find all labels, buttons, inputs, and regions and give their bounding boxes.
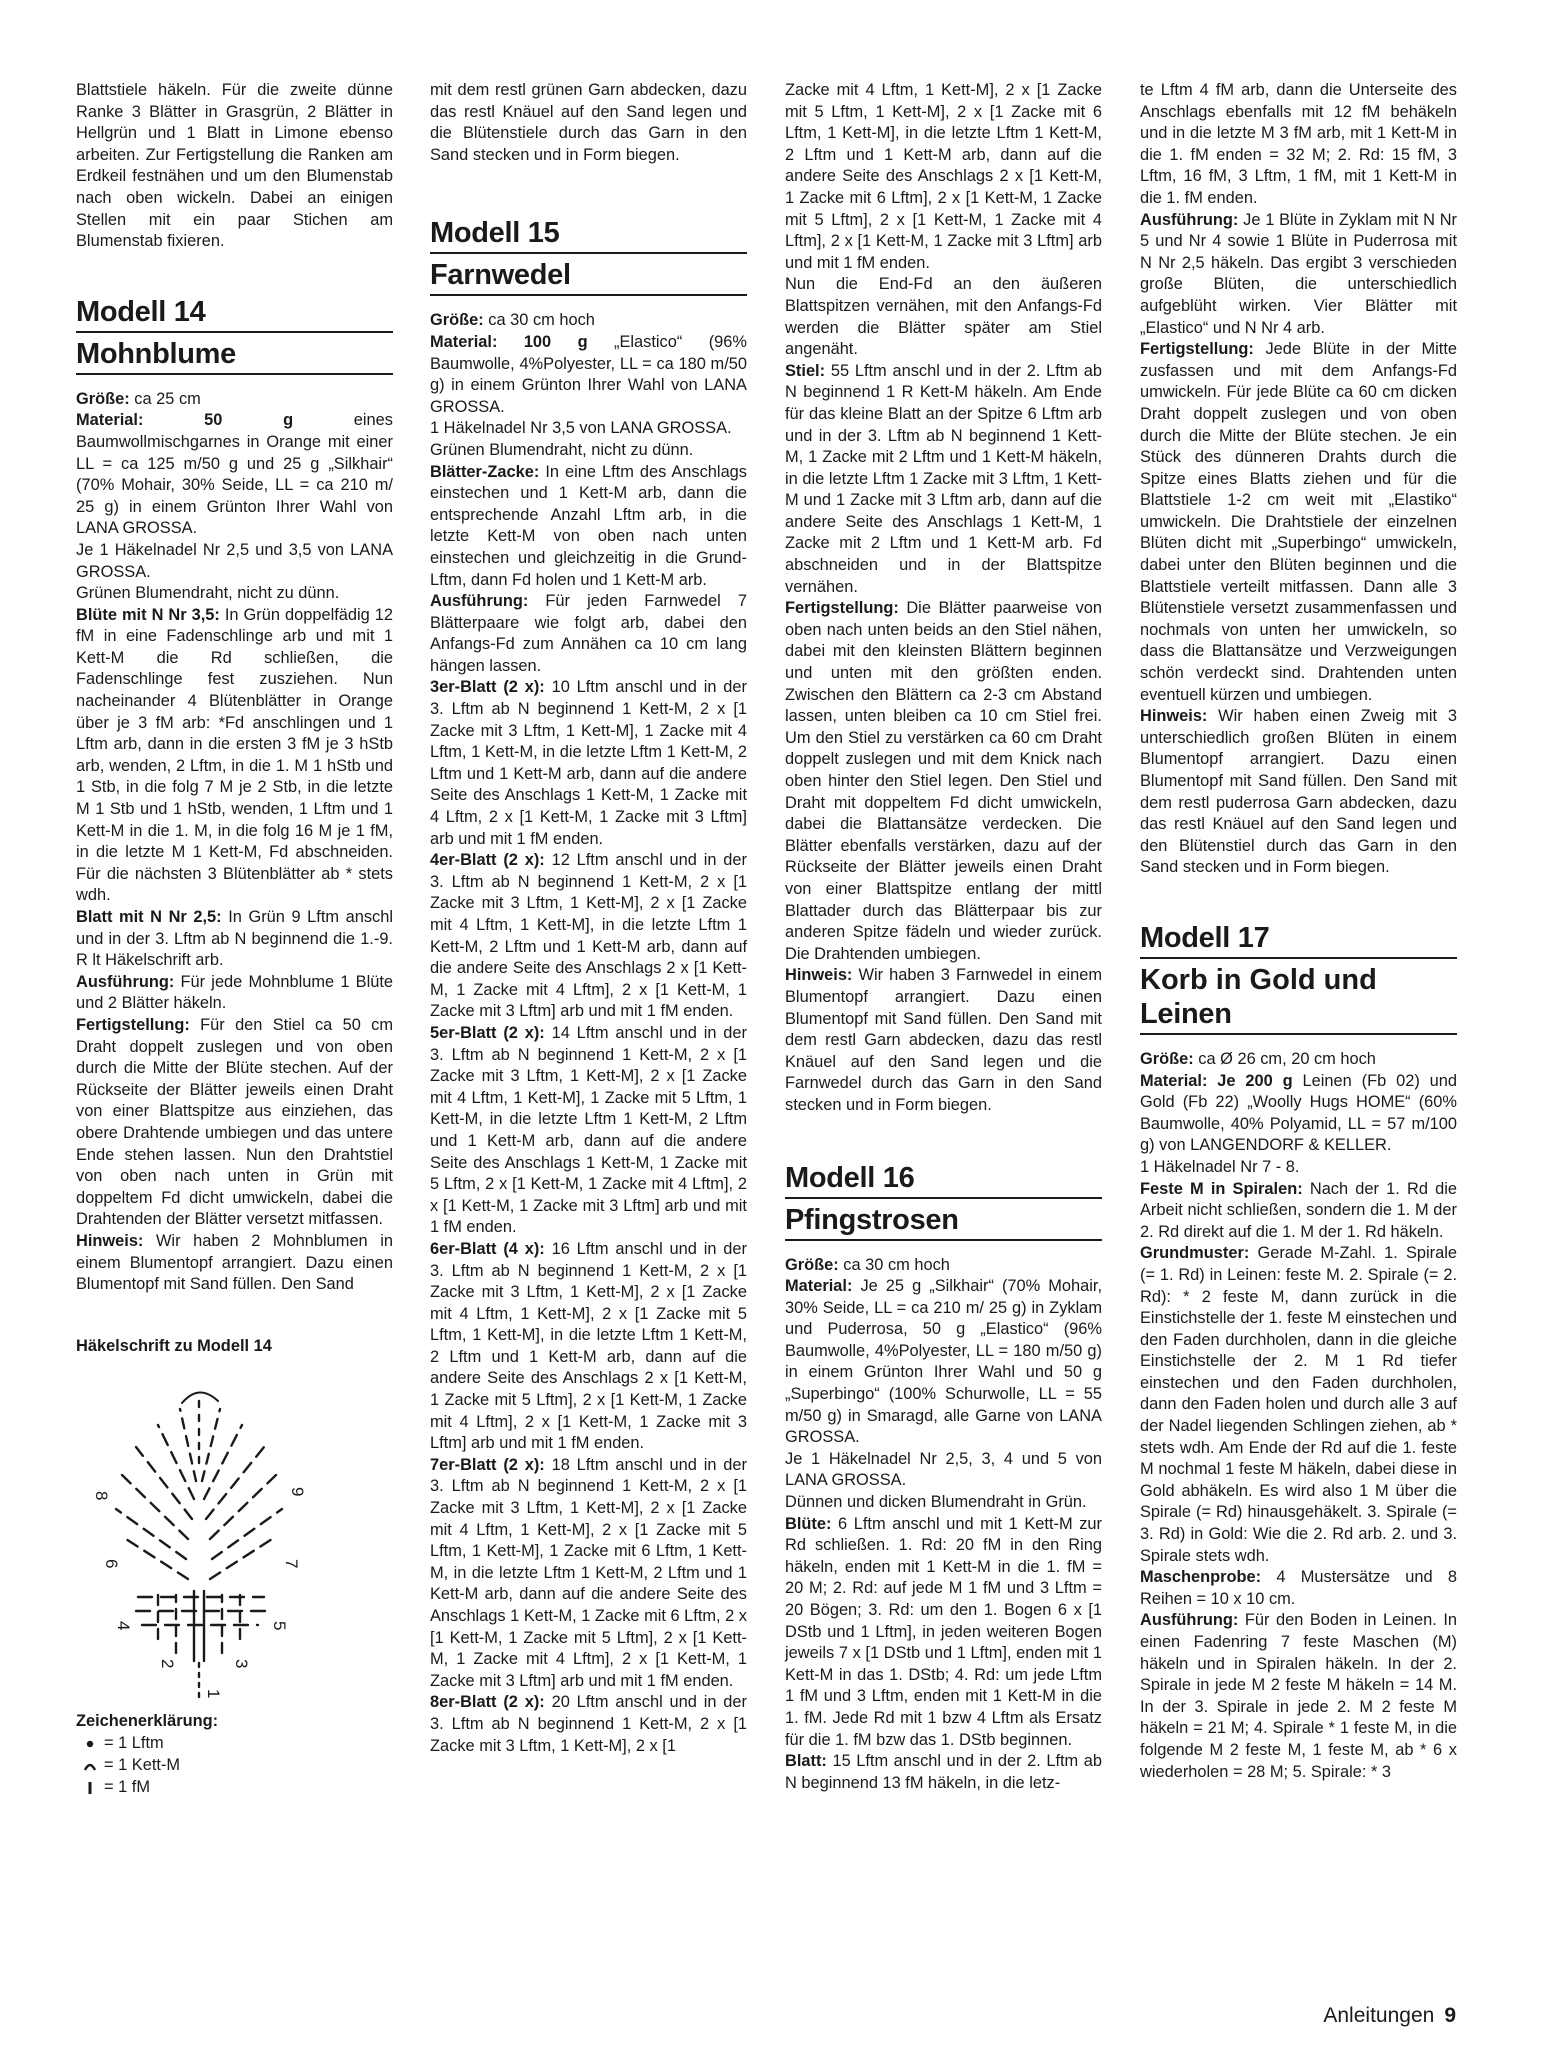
paragraph: 6er-Blatt (4 x): 16 Lftm anschl und in der 3. Lftm ab N beginnend 1 Kett-M, 2 x [1 Zacke mit 3 Lftm, 1 Kett-M], 2 x [1 Zacke mit 4 Lftm, 1 Kett-M], 2 x [1 Zacke mit 5 Lftm, 1 Kett-M], in die letzte Lftm 1 Kett-M, 2 Lftm und 1 Kett-M arb, dann auf die andere Seite des Anschlags 2 x [1 Kett-M, 1 Zacke mit 5 Lftm], 2 x [1 Kett-M, 1 Zacke mit 4 Lftm], 2 x [1 Kett-M, 1 Zacke mit 3 Lftm] arb und mit 1 fM enden. <box>430 1239 747 1453</box>
legend-label: = 1 Kett-M <box>104 1756 181 1775</box>
row-number: 8 <box>92 1491 111 1501</box>
paragraph: Größe: ca Ø 26 cm, 20 cm hoch <box>1140 1049 1376 1068</box>
paragraph: Blüte: 6 Lftm anschl und mit 1 Kett-M zur Rd schließen. 1. Rd: 20 fM in den Ring häkeln, enden mit 1 Kett-M in die 1. fM = 20 M; 2. Rd: auf jede M 1 fM und 3 Lftm = 20 Bögen; 3. Rd: um den 1. Bogen 6 x [1 DStb und 1 Lftm], in jeden weiteren Bogen jeweils 7 x [1 DStb und 1 Lftm], enden mit 1 Kett-M in das 1. DStb; 4. Rd: um jede Lftm 1 fM und 3 Lftm, enden mit 1 Kett-M in die 1. fM. Jede Rd mit 1 bzw 4 Lftm als Ersatz für die 1. fM bzw das 1. DStb beginnen. <box>785 1514 1102 1749</box>
model-17-body <box>1140 1049 1457 1783</box>
paragraph: Material: Je 25 g „Silkhair“ (70% Mohair, 30% Seide, LL = ca 210 m/ 25 g) in Zyklam und Puderrosa, 50 g „Elastico“ (96% Baumwolle, 4%Polyester, LL = 180 m/50 g) in einem Grünton Ihrer Wahl und 50 g „Superbingo“ (100% Schurwolle, LL = 55 m/50 g) in Smaragd, alle Garne von LANA GROSSA. <box>785 1277 1102 1447</box>
row-number: 9 <box>288 1487 307 1497</box>
paragraph: Blüte mit N Nr 3,5: In Grün doppelfädig 12 fM in eine Fadenschlinge arb und mit 1 Kett-M die Rd schließen, die Fadenschlinge fest zusziehen. Nun nacheinander 4 Blütenblätter in Orange über je 3 fM arb: *Fd anschlingen und 1 Lftm arb, dann in die ersten 3 fM je 3 hStb arb, wenden, 2 Lftm, in die 1. M 1 hStb und 1 Stb, in die folg 7 M je 2 Stb, in die letzte M 1 Stb und 1 hStb, wenden, 1 Lftm und 1 Kett-M in die 1. M, in die folg 16 M je 1 fM, in die letzte M 1 Kett-M, Fd abschneiden. Für die nächsten 3 Blütenblätter ab * stets wdh. <box>76 605 393 905</box>
column-1 <box>76 80 393 1799</box>
paragraph: Je 1 Häkelnadel Nr 2,5, 3, 4 und 5 von LANA GROSSA. <box>785 1449 1102 1490</box>
paragraph: 5er-Blatt (2 x): 14 Lftm anschl und in der 3. Lftm ab N beginnend 1 Kett-M, 2 x [1 Zacke mit 3 Lftm, 1 Kett-M], 2 x [1 Zacke mit 4 Lftm, 1 Kett-M], 1 Zacke mit 5 Lftm, 1 Kett-M, in die letzte Lftm 1 Kett-M, 2 Lftm und 1 Kett-M arb, dann auf die andere Seite des Anschlags 1 Kett-M, 1 Zacke mit 5 Lftm, 2 x [1 Kett-M, 1 Zacke mit 4 Lftm], 2 x [1 Kett-M, 1 Zacke mit 3 Lftm] arb und mit 1 fM enden. <box>430 1023 747 1237</box>
model-14-heading <box>76 295 393 375</box>
paragraph: Zacke mit 4 Lftm, 1 Kett-M], 2 x [1 Zacke mit 5 Lftm, 1 Kett-M], 2 x [1 Zacke mit 6 Lftm, 1 Kett-M], in die letzte Lftm 1 Kett-M, 2 Lftm und 1 Kett-M arb, dann auf die andere Seite des Anschlags 2 x [1 Kett-M, 1 Zacke mit 6 Lftm], 2 x [1 Kett-M, 1 Zacke mit 5 Lftm], 2 x [1 Kett-M, 1 Zacke mit 4 Lftm], 2 x [1 Kett-M, 1 Zacke mit 3 Lftm] arb und mit 1 fM enden. <box>785 81 1102 272</box>
slip-stitch-icon <box>76 1760 104 1772</box>
model-15-heading <box>430 216 747 296</box>
model-16-title: Pfingstrosen <box>785 1203 1102 1241</box>
page-number: 9 <box>1444 2004 1456 2027</box>
paragraph: 8er-Blatt (2 x): 20 Lftm anschl und in der 3. Lftm ab N beginnend 1 Kett-M, 2 x [1 Zacke mit 3 Lftm, 1 Kett-M], 2 x [1 <box>430 1693 747 1755</box>
paragraph: Grünen Blumendraht, nicht zu dünn. <box>430 440 694 459</box>
paragraph: Fertigstellung: Die Blätter paarweise von oben nach unten beids an den Stiel nähen, dabei mit den kleinsten Blättern beginnen und unten mit den größten enden. Zwischen den Blättern ca 2-3 cm Abstand lassen, unten bleiben ca 10 cm Stiel frei. Um den Stiel zu verstärken ca 60 cm Draht doppelt zuslegen und mit dem Knick nach oben hinter den Stiel legen. Den Stiel und Draht mit doppeltem Fd dicht umwickeln, dabei die Blattansätze verdecken. Die Blätter ebenfalls verstärken, dazu auf der Rückseite der Blätter jeweils einen Draht von einer Blattspitze entlang der mittl Blattader durch das Blätterpaar bis zur anderen Spitze fädeln und wieder zurück. Die Drahtenden umbiegen. <box>785 599 1102 963</box>
paragraph: 7er-Blatt (2 x): 18 Lftm anschl und in der 3. Lftm ab N beginnend 1 Kett-M, 2 x [1 Zacke mit 3 Lftm, 1 Kett-M], 2 x [1 Zacke mit 4 Lftm, 1 Kett-M], 2 x [1 Zacke mit 5 Lftm, 1 Kett-M], 1 Zacke mit 6 Lftm, 1 Kett-M, in die letzte Lftm 1 Kett-M, 2 Lftm und 1 Kett-M arb, dann auf die andere Seite des Anschlags 1 Kett-M, 1 Zacke mit 6 Lftm, 2 x [1 Kett-M, 1 Zacke mit 5 Lftm], 2 x [1 Kett-M, 1 Zacke mit 4 Lftm], 2 x [1 Kett-M, 1 Zacke mit 3 Lftm] arb und mit 1 fM enden. <box>430 1455 748 1690</box>
row-number: 7 <box>282 1559 301 1569</box>
row-number: 3 <box>232 1659 251 1669</box>
page-footer <box>1323 2004 1456 2028</box>
legend-label: = 1 Lftm <box>104 1734 164 1753</box>
legend-label: = 1 fM <box>104 1778 151 1797</box>
row-number: 2 <box>158 1659 177 1669</box>
paragraph: Stiel: 55 Lftm anschl und in der 2. Lftm ab N beginnend 1 R Kett-M häkeln. Am Ende für das kleine Blatt an der Spitze 6 Lftm arb und in der 3. Lftm ab N beginnend 1 Kett-M, 1 Zacke mit 2 Lftm und 1 Kett-M häkeln, in die letzte Lftm 1 Zacke mit 3 Lftm, 1 Kett-M und 1 Zacke mit 3 Lftm arb, dann auf die andere Seite des Anschlags 1 Kett-M, 1 Zacke mit 2 Lftm und 1 Kett-M arb. Fd abschneiden und in der Blattspitze vernähen. <box>785 361 1102 596</box>
model-16-number: Modell 16 <box>785 1161 1102 1199</box>
paragraph: Ausführung: Für jeden Farnwedel 7 Blätterpaare wie folgt arb, dabei den Anfangs-Fd zum Annähen ca 10 cm lang hängen lassen. <box>430 592 747 675</box>
legend-item <box>76 1777 393 1799</box>
paragraph: Blätter-Zacke: In eine Lftm des Anschlags einstechen und 1 Kett-M arb, dann die entsprechende Anzahl Lftm arb, in die letzte Kett-M von oben nach unten einstechen und gleichzeitig in die Grund-Lftm, dann Fd holen und 1 Kett-M arb. <box>430 462 747 589</box>
paragraph: Material: Je 200 g Leinen (Fb 02) und Gold (Fb 22) „Woolly Hugs HOME“ (60% Baumwolle, 40% Polyamid, LL = 57 m/100 g) von LANGENDORF & KELLER. <box>1140 1071 1458 1155</box>
paragraph: Dünnen und dicken Blumendraht in Grün. <box>785 1493 1087 1512</box>
diagram-title: Häkelschrift zu Modell 14 <box>76 1336 272 1355</box>
model-16-heading <box>785 1161 1102 1241</box>
paragraph: Fertigstellung: Jede Blüte in der Mitte zusfassen und mit dem Anfangs-Fd umwickeln. Für jede Blüte ca 60 cm dicken Draht doppelt zuslegen und von oben durch die Mitte der Blüte stechen. Je ein Stück des dünneren Drahts durch die Spitze eines Blatts ziehen und für die Blattstiele 1-2 cm weit mit „Elastiko“ umwickeln. Die Drahtstiele der einzelnen Blüten dicht mit „Superbingo“ umwickeln, dabei unter den Blüten beginnen und die Blattstiele verteilt mitfassen. Dann alle 3 Blütenstiele versetzt zusammenfassen und nochmals von unten her umwickeln, so dass die Blattansätze und Verzweigungen schön verdeckt sind. Drahtenden unten eventuell kürzen und umbiegen. <box>1140 340 1457 704</box>
model-17-title: Korb in Gold und <box>1140 963 1377 996</box>
column-4 <box>1140 80 1457 1783</box>
paragraph: te Lftm 4 fM arb, dann die Unterseite des Anschlags ebenfalls mit 12 fM behäkeln und in die letzte M 3 fM arb, mit 1 Kett-M in die 1. fM enden = 32 M; 2. Rd: 15 fM, 3 Lftm, 16 fM, 3 Lftm, 1 fM, mit 1 Kett-M in die 1. fM enden. <box>1140 81 1457 207</box>
row-number: 6 <box>102 1559 121 1569</box>
paragraph: Blatt mit N Nr 2,5: In Grün 9 Lftm anschl und in der 3. Lftm ab N beginnend die 1.-9. R lt Häkelschrift arb. <box>76 908 393 970</box>
paragraph: Hinweis: Wir haben einen Zweig mit 3 unterschiedlich großen Blüten in einem Blumentopf arrangiert. Dazu einen Blumentopf mit Sand füllen. Den Sand mit dem restl puderrosa Garn abdecken, dazu das restl Knäuel auf den Sand legen und den Blütenstiel durch das Garn in den Sand stecken und in Form biegen. <box>1140 707 1457 877</box>
paragraph: Material: 100 g „Elastico“ (96% Baumwolle, 4%Polyester, LL = ca 180 m/50 g) in einem Grünton Ihrer Wahl von LANA GROSSA. <box>430 332 747 416</box>
paragraph: Größe: ca 30 cm hoch <box>785 1255 950 1274</box>
paragraph: Größe: ca 30 cm hoch <box>430 311 595 330</box>
paragraph: Blatt: 15 Lftm anschl und in der 2. Lftm ab N beginnend 13 fM häkeln, in die letz- <box>785 1752 1102 1792</box>
paragraph: Hinweis: Wir haben 2 Mohnblumen in einem Blumentopf arrangiert. Dazu einen Blumentopf mit Sand füllen. Den Sand <box>76 1231 393 1294</box>
col1-intro: Blattstiele häkeln. Für die zweite dünne Ranke 3 Blätter in Grasgrün, 2 Blätter in Hellgrün und 1 Blatt in Limone ebenso arbeiten. Zur Fertigstellung die Ranken am Erdkeil festnähen und um den Blumenstab nach oben wickeln. Dabei an einigen Stellen mit ein paar Stichen am Blumenstab fixieren. <box>76 81 393 251</box>
model-15-continued <box>785 80 1102 1117</box>
legend-item <box>76 1733 393 1755</box>
paragraph: Je 1 Häkelnadel Nr 2,5 und 3,5 von LANA GROSSA. <box>76 540 393 581</box>
paragraph: Nun die End-Fd an den äußeren Blattspitzen vernähen, mit den Anfangs-Fd werden die Blätter später am Stiel angenäht. <box>785 275 1102 359</box>
leaf-rows <box>116 1399 282 1661</box>
legend-title: Zeichenerklärung: <box>76 1712 219 1731</box>
column-2 <box>430 80 747 1757</box>
legend-item <box>76 1755 393 1777</box>
row-number: 5 <box>270 1621 289 1631</box>
model-17-number: Modell 17 <box>1140 921 1457 959</box>
model-17-title-line2: Leinen <box>1140 997 1457 1035</box>
model-14-number: Modell 14 <box>76 295 393 333</box>
single-crochet-icon <box>76 1780 104 1796</box>
column-3 <box>785 80 1102 1794</box>
paragraph: Grünen Blumendraht, nicht zu dünn. <box>76 584 340 603</box>
col2-intro: mit dem restl grünen Garn abdecken, dazu das restl Knäuel auf den Sand legen und die Blütenstiele durch das Garn in den Sand stecken und in Form biegen. <box>430 81 747 164</box>
paragraph: Material: 50 g eines Baumwollmischgarnes in Orange mit einer LL = ca 125 m/50 g und 25 g „Silkhair“ (70% Mohair, 30% Seide, LL = ca 210 m/ 25 g) in einem Grünton Ihrer Wahl von LANA GROSSA. <box>76 411 393 538</box>
paragraph: Grundmuster: Gerade M-Zahl. 1. Spirale (= 1. Rd) in Leinen: feste M. 2. Spirale (= 2. Rd): * 2 feste M, dann zurück in die Einstichstelle der 1. feste M einstechen und den Faden durchholen, dann in die gleiche Einstichstelle der 2. M 1 Rd tiefer einstechen und den Faden durchholen, dann den Faden holen und durch alle 3 auf der Nadel liegenden Schlingen ziehen, ab * stets wdh. Am Ende der Rd auf die 1. feste M nochmal 1 feste M häkeln, dabei diese in Gold abhäkeln. Es wird also 1 M über die Spirale (= Rd) hinausgehäkelt. 3. Spirale (= 3. Rd) in Gold: Wie die 2. Rd arb. 2. und 3. Spirale stets wdh. <box>1140 1244 1457 1565</box>
row-number: 1 <box>204 1689 223 1699</box>
paragraph: 1 Häkelnadel Nr 3,5 von LANA GROSSA. <box>430 419 732 438</box>
paragraph: Feste M in Spiralen: Nach der 1. Rd die Arbeit nicht schließen, sondern die 1. M der 2. Rd direkt auf die 1. M der 1. Rd häkeln. <box>1140 1179 1457 1241</box>
paragraph: Ausführung: Je 1 Blüte in Zyklam mit N Nr 5 und Nr 4 sowie 1 Blüte in Puderrosa mit N Nr 2,5 häkeln. Das ergibt 3 verschieden große Blüten, die unterschiedlich aufgeblüht wirken. Vier Blätter mit „Elastico“ und N Nr 4 arb. <box>1140 210 1457 337</box>
paragraph: Ausführung: Für jede Mohnblume 1 Blüte und 2 Blätter häkeln. <box>76 972 393 1013</box>
model-14-title: Mohnblume <box>76 337 393 375</box>
paragraph: Maschenprobe: 4 Mustersätze und 8 Reihen = 10 x 10 cm. <box>1140 1568 1457 1608</box>
model-15-number: Modell 15 <box>430 216 747 254</box>
model-14-body <box>76 389 393 1296</box>
paragraph: 1 Häkelnadel Nr 7 - 8. <box>1140 1157 1300 1176</box>
section-label: Anleitungen <box>1323 2004 1435 2027</box>
paragraph: Hinweis: Wir haben 3 Farnwedel in einem Blumentopf arrangiert. Dazu einen Blumentopf mit Sand füllen. Den Sand mit dem restl Garn abdecken, dazu das restl Knäuel auf den Sand legen und die Farnwedel durch das Garn in den Sand stecken und in Form biegen. <box>785 966 1102 1114</box>
paragraph: 3er-Blatt (2 x): 10 Lftm anschl und in der 3. Lftm ab N beginnend 1 Kett-M, 2 x [1 Zacke mit 3 Lftm, 1 Kett-M], 1 Zacke mit 4 Lftm, 1 Kett-M, in die letzte Lftm 1 Kett-M, 2 Lftm und 1 Kett-M arb, dann auf die andere Seite des Anschlags 1 Kett-M, 1 Zacke mit 4 Lftm, 2 x [1 Kett-M, 1 Zacke mit 3 Lftm] arb und mit 1 fM enden. <box>430 678 747 848</box>
paragraph: Größe: ca 25 cm <box>76 389 201 408</box>
paragraph: Fertigstellung: Für den Stiel ca 50 cm Draht doppelt zuslegen und von oben durch die Mitte der Blüte stechen. Auf der Rückseite der Blätter jeweils einen Draht von einer Blattspitze aus einziehen, das obere Drahtende umbiegen und das untere Ende stehen lassen. Nun den Drahtstiel von oben nach unten in Grün mit doppeltem Fd dicht umwickeln, dabei die Drahtenden der Blätter versetzt mitfassen. <box>76 1015 393 1229</box>
model-16-continued <box>1140 80 1457 879</box>
chain-stitch-icon <box>76 1739 104 1749</box>
paragraph: Ausführung: Für den Boden in Leinen. In einen Fadenring 7 feste Maschen (M) häkeln und in Spiralen häkeln. In der 2. Spirale in jede M 2 feste M häkeln = 14 M. In der 3. Spirale in jede 2. M 2 feste M häkeln = 21 M; 4. Spirale * 1 feste M, in die folgende M 2 feste M, 1 feste M, ab * 6 x wiederholen = 28 M; 5. Spirale: * 3 <box>1140 1611 1457 1781</box>
model-16-body <box>785 1255 1102 1795</box>
paragraph: 4er-Blatt (2 x): 12 Lftm anschl und in der 3. Lftm ab N beginnend 1 Kett-M, 2 x [1 Zacke mit 3 Lftm, 1 Kett-M], 2 x [1 Zacke mit 4 Lftm, 1 Kett-M], in die letzte Lftm 1 Kett-M, 2 Lftm und 1 Kett-M arb, dann auf die andere Seite des Anschlags 2 x [1 Kett-M, 1 Zacke mit 4 Lftm], 2 x [1 Kett-M, 1 Zacke mit 3 Lftm] arb und mit 1 fM enden. <box>430 851 747 1021</box>
model-17-heading <box>1140 921 1457 1035</box>
model-15-title: Farnwedel <box>430 258 747 296</box>
row-number: 4 <box>114 1621 133 1631</box>
legend <box>76 1733 393 1799</box>
crochet-chart <box>76 1363 393 1703</box>
model-15-body <box>430 310 747 1757</box>
